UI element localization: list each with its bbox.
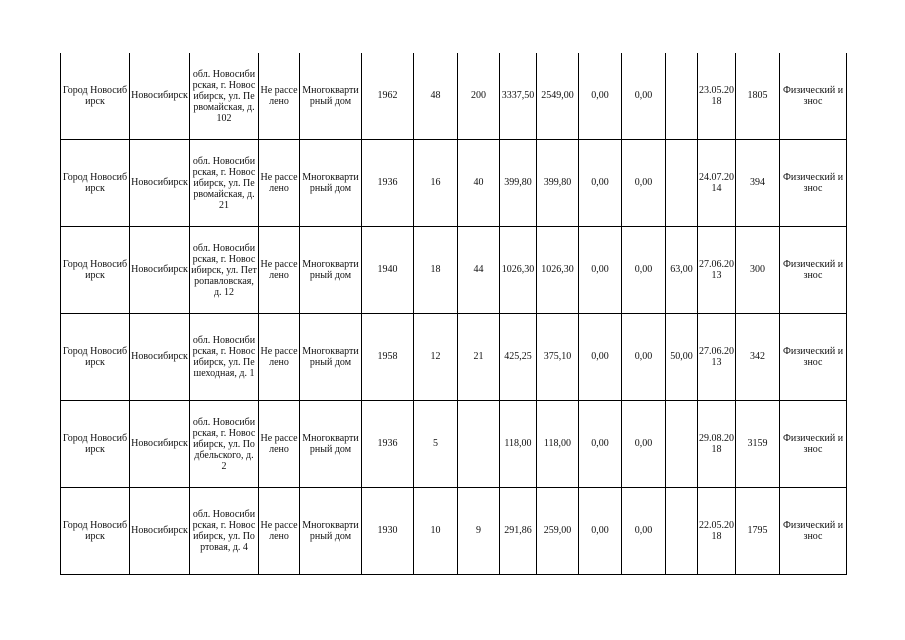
locality-cell: Новосибирск bbox=[130, 314, 190, 401]
house-type-cell: Многоквартирный дом bbox=[300, 140, 362, 227]
living-area-cell: 118,00 bbox=[537, 401, 579, 488]
count-cell: 9 bbox=[458, 488, 500, 575]
locality-cell: Новосибирск bbox=[130, 488, 190, 575]
resettlement-status-cell: Не расселено bbox=[259, 227, 300, 314]
municipality-cell: Город Новосибирск bbox=[61, 314, 130, 401]
address-cell: обл. Новосибирская, г. Новосибирск, ул. Первомайская, д. 102 bbox=[190, 53, 259, 140]
living-area-cell: 259,00 bbox=[537, 488, 579, 575]
count-cell: 200 bbox=[458, 53, 500, 140]
year-cell: 1958 bbox=[362, 314, 414, 401]
value-cell-c: 50,00 bbox=[666, 314, 698, 401]
table-row bbox=[61, 314, 847, 401]
table-row bbox=[61, 53, 847, 140]
address-cell: обл. Новосибирская, г. Новосибирск, ул. Петропавловская, д. 12 bbox=[190, 227, 259, 314]
year-cell: 1940 bbox=[362, 227, 414, 314]
residents-cell: 18 bbox=[414, 227, 458, 314]
value-cell-c bbox=[666, 401, 698, 488]
reason-cell: Физический износ bbox=[780, 140, 847, 227]
residents-cell: 12 bbox=[414, 314, 458, 401]
year-cell: 1962 bbox=[362, 53, 414, 140]
house-type-cell: Многоквартирный дом bbox=[300, 227, 362, 314]
document-number-cell: 300 bbox=[736, 227, 780, 314]
value-cell-b: 0,00 bbox=[622, 488, 666, 575]
document-number-cell: 3159 bbox=[736, 401, 780, 488]
document-number-cell: 342 bbox=[736, 314, 780, 401]
house-type-cell: Многоквартирный дом bbox=[300, 314, 362, 401]
year-cell: 1936 bbox=[362, 401, 414, 488]
value-cell-c: 63,00 bbox=[666, 227, 698, 314]
value-cell-a: 0,00 bbox=[579, 401, 622, 488]
value-cell-b: 0,00 bbox=[622, 314, 666, 401]
municipality-cell: Город Новосибирск bbox=[61, 140, 130, 227]
municipality-cell: Город Новосибирск bbox=[61, 401, 130, 488]
value-cell-a: 0,00 bbox=[579, 53, 622, 140]
date-cell: 27.06.2013 bbox=[698, 227, 736, 314]
value-cell-b: 0,00 bbox=[622, 401, 666, 488]
reason-cell: Физический износ bbox=[780, 488, 847, 575]
total-area-cell: 425,25 bbox=[500, 314, 537, 401]
resettlement-status-cell: Не расселено bbox=[259, 53, 300, 140]
value-cell-a: 0,00 bbox=[579, 314, 622, 401]
reason-cell: Физический износ bbox=[780, 53, 847, 140]
total-area-cell: 291,86 bbox=[500, 488, 537, 575]
count-cell: 40 bbox=[458, 140, 500, 227]
date-cell: 29.08.2018 bbox=[698, 401, 736, 488]
document-number-cell: 1795 bbox=[736, 488, 780, 575]
living-area-cell: 375,10 bbox=[537, 314, 579, 401]
value-cell-c bbox=[666, 140, 698, 227]
total-area-cell: 118,00 bbox=[500, 401, 537, 488]
locality-cell: Новосибирск bbox=[130, 140, 190, 227]
living-area-cell: 399,80 bbox=[537, 140, 579, 227]
value-cell-a: 0,00 bbox=[579, 140, 622, 227]
address-cell: обл. Новосибирская, г. Новосибирск, ул. Первомайская, д. 21 bbox=[190, 140, 259, 227]
total-area-cell: 3337,50 bbox=[500, 53, 537, 140]
total-area-cell: 1026,30 bbox=[500, 227, 537, 314]
date-cell: 23.05.2018 bbox=[698, 53, 736, 140]
address-cell: обл. Новосибирская, г. Новосибирск, ул. Подбельского, д. 2 bbox=[190, 401, 259, 488]
year-cell: 1930 bbox=[362, 488, 414, 575]
value-cell-b: 0,00 bbox=[622, 227, 666, 314]
resettlement-status-cell: Не расселено bbox=[259, 488, 300, 575]
table-row bbox=[61, 140, 847, 227]
count-cell: 44 bbox=[458, 227, 500, 314]
resettlement-status-cell: Не расселено bbox=[259, 314, 300, 401]
housing-table bbox=[60, 53, 847, 575]
date-cell: 22.05.2018 bbox=[698, 488, 736, 575]
document-number-cell: 1805 bbox=[736, 53, 780, 140]
value-cell-c bbox=[666, 488, 698, 575]
count-cell bbox=[458, 401, 500, 488]
value-cell-a: 0,00 bbox=[579, 227, 622, 314]
residents-cell: 16 bbox=[414, 140, 458, 227]
date-cell: 24.07.2014 bbox=[698, 140, 736, 227]
locality-cell: Новосибирск bbox=[130, 53, 190, 140]
municipality-cell: Город Новосибирск bbox=[61, 227, 130, 314]
reason-cell: Физический износ bbox=[780, 401, 847, 488]
address-cell: обл. Новосибирская, г. Новосибирск, ул. Портовая, д. 4 bbox=[190, 488, 259, 575]
value-cell-a: 0,00 bbox=[579, 488, 622, 575]
resettlement-status-cell: Не расселено bbox=[259, 401, 300, 488]
value-cell-c bbox=[666, 53, 698, 140]
value-cell-b: 0,00 bbox=[622, 140, 666, 227]
document-number-cell: 394 bbox=[736, 140, 780, 227]
reason-cell: Физический износ bbox=[780, 314, 847, 401]
locality-cell: Новосибирск bbox=[130, 227, 190, 314]
municipality-cell: Город Новосибирск bbox=[61, 488, 130, 575]
house-type-cell: Многоквартирный дом bbox=[300, 488, 362, 575]
table-row bbox=[61, 488, 847, 575]
total-area-cell: 399,80 bbox=[500, 140, 537, 227]
value-cell-b: 0,00 bbox=[622, 53, 666, 140]
address-cell: обл. Новосибирская, г. Новосибирск, ул. Пешеходная, д. 1 bbox=[190, 314, 259, 401]
house-type-cell: Многоквартирный дом bbox=[300, 53, 362, 140]
table-row bbox=[61, 227, 847, 314]
locality-cell: Новосибирск bbox=[130, 401, 190, 488]
residents-cell: 10 bbox=[414, 488, 458, 575]
residents-cell: 48 bbox=[414, 53, 458, 140]
house-type-cell: Многоквартирный дом bbox=[300, 401, 362, 488]
living-area-cell: 2549,00 bbox=[537, 53, 579, 140]
count-cell: 21 bbox=[458, 314, 500, 401]
living-area-cell: 1026,30 bbox=[537, 227, 579, 314]
reason-cell: Физический износ bbox=[780, 227, 847, 314]
table-row bbox=[61, 401, 847, 488]
resettlement-status-cell: Не расселено bbox=[259, 140, 300, 227]
year-cell: 1936 bbox=[362, 140, 414, 227]
date-cell: 27.06.2013 bbox=[698, 314, 736, 401]
municipality-cell: Город Новосибирск bbox=[61, 53, 130, 140]
residents-cell: 5 bbox=[414, 401, 458, 488]
